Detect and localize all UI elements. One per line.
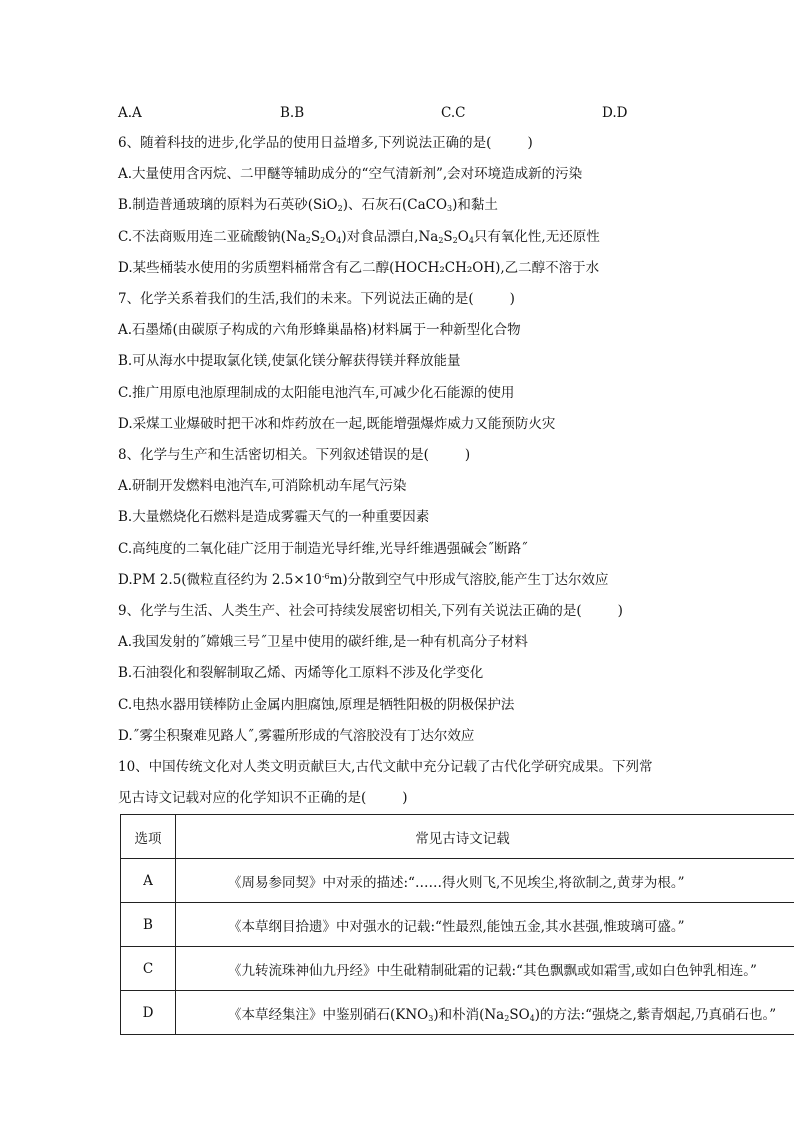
- row-record: 《本草经集注》中鉴别硝石$(KNO_3)$和朴消$(Na_2SO_4)$的方法:“强烧之,紫青烟起,乃真硝石也。”: [176, 991, 794, 1035]
- table-row: [121, 859, 794, 903]
- row-option: C: [121, 947, 176, 991]
- question-8-stem: 8、化学与生产和生活密切相关。下列叙述错误的是( ): [118, 447, 471, 463]
- question-10-stem-line2: 见古诗文记载对应的化学知识不正确的是( ): [118, 790, 408, 806]
- question-7-stem: 7、化学关系着我们的生活,我们的未来。下列说法正确的是( ): [118, 291, 515, 307]
- question-8-option-d: D.PM 2.5(微粒直径约为 $2.5\times 10^{-6}m$)分散到空气中形成气溶胶,能产生丁达尔效应: [118, 572, 609, 588]
- previous-question-options: [0, 103, 794, 123]
- question-7-option-a: A.石墨烯(由碳原子构成的六角形蜂巢晶格)材料属于一种新型化合物: [118, 322, 521, 338]
- question-8-option-b: B.大量燃烧化石燃料是造成雾霾天气的一种重要因素: [118, 509, 430, 525]
- ancient-texts-table: [120, 814, 794, 1035]
- option-c: C.C: [441, 105, 466, 121]
- question-8-option-c: C.高纯度的二氧化硅广泛用于制造光导纤维,光导纤维遇强碱会˝断路˝: [118, 541, 528, 557]
- row-option: B: [121, 903, 176, 947]
- table-row: [121, 903, 794, 947]
- column-header-record: 常见古诗文记载: [176, 815, 794, 859]
- question-8-option-a: A.研制开发燃料电池汽车,可消除机动车尾气污染: [118, 478, 407, 494]
- row-record: 《周易参同契》中对汞的描述:“……得火则飞,不见埃尘,将欲制之,黄芽为根。”: [176, 859, 794, 903]
- question-9-option-c: C.电热水器用镁棒防止金属内胆腐蚀,原理是牺牲阳极的阴极保护法: [118, 697, 515, 713]
- question-9-option-d: D.˝雾尘积聚难见路人˝,雾霾所形成的气溶胶没有丁达尔效应: [118, 728, 475, 744]
- question-6-option-b: B.制造普通玻璃的原料为石英砂(SiO$_2$)、石灰石(CaCO$_3$)和黏土: [118, 197, 498, 213]
- table-header-row: [121, 815, 794, 859]
- row-option: A: [121, 859, 176, 903]
- option-b: B.B: [280, 105, 305, 121]
- question-7-option-d: D.采煤工业爆破时把干冰和炸药放在一起,既能增强爆炸威力又能预防火灾: [118, 416, 556, 432]
- option-a: A.A: [118, 105, 142, 121]
- question-9-option-b: B.石油裂化和裂解制取乙烯、丙烯等化工原料不涉及化学变化: [118, 665, 484, 681]
- row-option: D: [121, 991, 176, 1035]
- question-9-stem: 9、化学与生活、人类生产、社会可持续发展密切相关,下列有关说法正确的是( ): [118, 603, 623, 619]
- question-6-option-c: C.不法商贩用连二亚硫酸钠$(Na_2S_2O_4)$对食品漂白$,Na_2S_2O_4$只有氧化性,无还原性: [118, 229, 600, 245]
- question-6-option-d: D.某些桶装水使用的劣质塑料桶常含有乙二醇(HOCH₂CH₂OH),乙二醇不溶于水: [118, 260, 600, 276]
- table-row: [121, 991, 794, 1035]
- question-9-option-a: A.我国发射的˝嫦娥三号˝卫星中使用的碳纤维,是一种有机高分子材料: [118, 634, 528, 650]
- question-6-option-a: A.大量使用含丙烷、二甲醚等辅助成分的“空气清新剂”,会对环境造成新的污染: [118, 166, 583, 182]
- option-d: D.D: [602, 105, 628, 121]
- row-record: 《本草纲目拾遗》中对强水的记载:“性最烈,能蚀五金,其水甚强,惟玻璃可盛。”: [176, 903, 794, 947]
- row-record: 《九转流珠神仙九丹经》中生砒精制砒霜的记载:“其色飘飘或如霜雪,或如白色钟乳相连。”: [176, 947, 794, 991]
- question-7-option-b: B.可从海水中提取氯化镁,使氯化镁分解获得镁并释放能量: [118, 353, 461, 369]
- question-10-stem-line1: 10、中国传统文化对人类文明贡献巨大,古代文献中充分记载了古代化学研究成果。下列常: [118, 759, 653, 775]
- column-header-option: 选项: [121, 815, 176, 859]
- table-row: [121, 947, 794, 991]
- question-7-option-c: C.推广用原电池原理制成的太阳能电池汽车,可减少化石能源的使用: [118, 385, 515, 401]
- question-6-stem: 6、随着科技的进步,化学品的使用日益增多,下列说法正确的是( ): [118, 135, 533, 151]
